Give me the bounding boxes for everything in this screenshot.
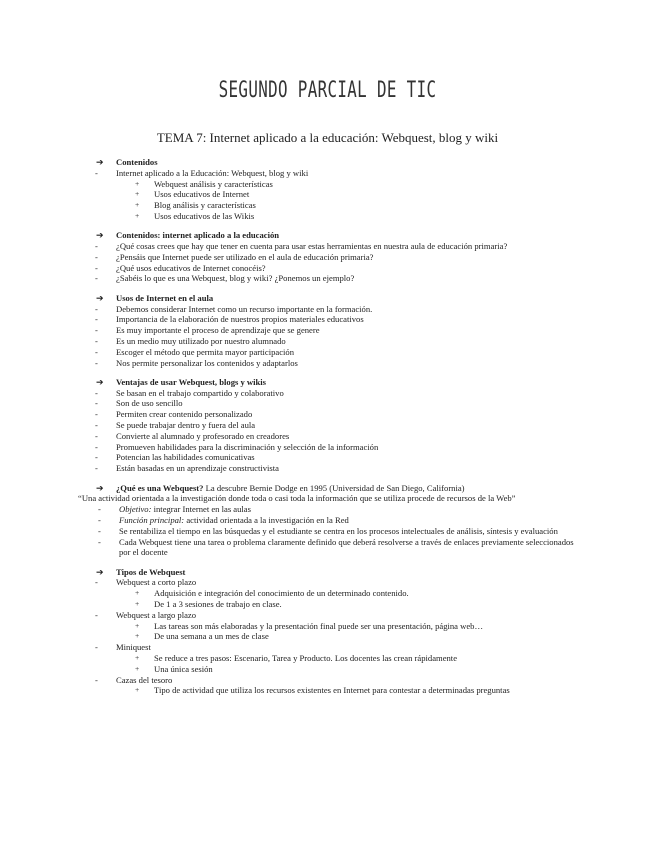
plus-bullet-icon: + <box>135 200 140 210</box>
list-item: Se puede trabajar dentro y fuera del aula <box>116 420 256 431</box>
list-item: ¿Sabéis lo que es una Webquest, blog y wiki? ¿Ponemos un ejemplo? <box>116 273 355 284</box>
list-item <box>78 504 578 515</box>
arrow-bullet-icon: ➔ <box>96 482 104 493</box>
item-text: Cada Webquest tiene una tarea o problema claramente definido que deberá resolverse a través de enlaces previamente seleccionados por el docente <box>119 536 574 558</box>
definition-quote: “Una actividad orientada a la investigación donde toda o casi toda la información que se utiliza procede de recursos de la Web” <box>78 493 516 504</box>
section-heading: Contenidos: internet aplicado a la educación <box>116 230 280 241</box>
list-item: Permiten crear contenido personalizado <box>116 409 253 420</box>
list-item: Convierte al alumnado y profesorado en creadores <box>116 430 290 441</box>
dash-bullet-icon: - <box>95 642 98 653</box>
section-heading: Tipos de Webquest <box>116 566 186 577</box>
sub-list-item: Blog análisis y características <box>154 200 256 211</box>
dash-bullet-icon: - <box>95 430 98 441</box>
document-body <box>78 157 578 696</box>
dash-bullet-icon: - <box>95 463 98 474</box>
section-heading: Ventajas de usar Webquest, blogs y wikis <box>116 376 267 387</box>
dash-bullet-icon: - <box>95 314 98 325</box>
sub-list-item: Adquisición e integración del conocimiento de un determinado contenido. <box>154 588 409 599</box>
section-heading <box>78 483 578 494</box>
plus-bullet-icon: + <box>135 685 140 695</box>
dash-bullet-icon: - <box>95 420 98 431</box>
list-item: Cazas del tesoro <box>116 674 173 685</box>
list-item: Potencian las habilidades comunicativas <box>116 452 255 463</box>
sub-list-item: Usos educativos de Internet <box>154 189 250 200</box>
dash-bullet-icon: - <box>95 241 98 252</box>
item-text: actividad orientada a la investigación en la Red <box>184 514 349 525</box>
dash-bullet-icon: - <box>98 525 101 536</box>
dash-bullet-icon: - <box>95 273 98 284</box>
section-webquest <box>78 483 578 559</box>
arrow-bullet-icon: ➔ <box>96 230 104 241</box>
plus-bullet-icon: + <box>135 631 140 641</box>
dash-bullet-icon: - <box>95 674 98 685</box>
plus-bullet-icon: + <box>135 189 140 199</box>
list-item: ¿Qué cosas crees que hay que tener en cuenta para usar estas herramientas en nuestra aula de educación primaria? <box>116 241 508 252</box>
list-item: Debemos considerar Internet como un recurso importante en la formación. <box>116 303 373 314</box>
sub-list-item: De 1 a 3 sesiones de trabajo en clase. <box>154 598 282 609</box>
plus-bullet-icon: + <box>135 210 140 220</box>
sub-list-item: Usos educativos de las Wikis <box>154 210 255 221</box>
section-heading-note: La descubre Bernie Dodge en 1995 (Universidad de San Diego, California) <box>203 482 465 493</box>
list-item: Importancia de la elaboración de nuestros propios materiales educativos <box>116 314 364 325</box>
dash-bullet-icon: - <box>95 357 98 368</box>
dash-bullet-icon: - <box>95 387 98 398</box>
list-item: Internet aplicado a la Educación: Webquest, blog y wiki <box>116 167 309 178</box>
arrow-bullet-icon: ➔ <box>96 376 104 387</box>
dash-bullet-icon: - <box>95 251 98 262</box>
plus-bullet-icon: + <box>135 588 140 598</box>
list-item: Escoger el método que permita mayor participación <box>116 346 295 357</box>
sub-list-item: Se reduce a tres pasos: Escenario, Tarea y Producto. Los docentes las crean rápidamente <box>154 652 458 663</box>
document-title: SEGUNDO PARCIAL DE TIC <box>218 78 437 103</box>
list-item: Son de uso sencillo <box>116 398 183 409</box>
list-item: Webquest a corto plazo <box>116 577 197 588</box>
sub-list-item: De una semana a un mes de clase <box>154 631 269 642</box>
list-item: ¿Qué usos educativos de Internet conocéis? <box>116 262 266 273</box>
section-tipos <box>78 567 578 697</box>
list-item: Es un medio muy utilizado por nuestro alumnado <box>116 335 286 346</box>
dash-bullet-icon: - <box>95 262 98 273</box>
dash-bullet-icon: - <box>95 577 98 588</box>
item-text: integrar Internet en las aulas <box>151 504 251 515</box>
sub-list-item: Tipo de actividad que utiliza los recursos existentes en Internet para contestar a determinadas preguntas <box>154 685 510 696</box>
list-item <box>78 537 578 559</box>
arrow-bullet-icon: ➔ <box>96 292 104 303</box>
list-item <box>78 515 578 526</box>
section-heading: Contenidos <box>116 157 158 167</box>
section-heading: Usos de Internet en el aula <box>116 292 214 303</box>
sub-list-item: Las tareas son más elaboradas y la presentación final puede ser una presentación, página web… <box>154 620 484 631</box>
section-ventajas <box>78 377 578 474</box>
plus-bullet-icon: + <box>135 620 140 630</box>
plus-bullet-icon: + <box>135 178 140 188</box>
list-item: Se basan en el trabajo compartido y colaborativo <box>116 387 284 398</box>
plus-bullet-icon: + <box>135 652 140 662</box>
dash-bullet-icon: - <box>95 167 98 178</box>
list-item: ¿Pensáis que Internet puede ser utilizado en el aula de educación primaria? <box>116 251 374 262</box>
list-item: Webquest a largo plazo <box>116 609 197 620</box>
list-item: Es muy importante el proceso de aprendizaje que se genere <box>116 325 320 336</box>
list-item: Miniquest <box>116 642 151 653</box>
item-label: Función principal: <box>119 514 185 525</box>
list-item: Nos permite personalizar los contenidos y adaptarlos <box>116 357 298 368</box>
dash-bullet-icon: - <box>95 609 98 620</box>
arrow-bullet-icon: ➔ <box>96 157 104 167</box>
sub-list-item: Webquest análisis y características <box>154 178 273 189</box>
item-label: Objetivo: <box>119 504 152 515</box>
dash-bullet-icon: - <box>95 452 98 463</box>
section-usos <box>78 293 578 369</box>
item-text: Se rentabiliza el tiempo en las búsquedas y el estudiante se centra en los procesos intelectuales de análisis, síntesis y evaluación <box>119 525 558 536</box>
section-contenidos-internet <box>78 230 578 284</box>
list-item: Promueven habilidades para la discriminación y selección de la información <box>116 441 379 452</box>
section-heading-label: ¿Qué es una Webquest? <box>116 482 204 493</box>
dash-bullet-icon: - <box>95 346 98 357</box>
dash-bullet-icon: - <box>95 409 98 420</box>
plus-bullet-icon: + <box>135 663 140 673</box>
dash-bullet-icon: - <box>95 325 98 336</box>
arrow-bullet-icon: ➔ <box>96 566 104 577</box>
dash-bullet-icon: - <box>95 335 98 346</box>
plus-bullet-icon: + <box>135 598 140 608</box>
section-contenidos <box>78 157 578 222</box>
list-item <box>78 526 578 537</box>
sub-list-item: Una única sesión <box>154 663 213 674</box>
document-subtitle: TEMA 7: Internet aplicado a la educación: Webquest, blog y wiki <box>156 130 499 145</box>
dash-bullet-icon: - <box>95 441 98 452</box>
dash-bullet-icon: - <box>98 514 101 525</box>
list-item: Están basadas en un aprendizaje constructivista <box>116 463 279 474</box>
dash-bullet-icon: - <box>95 398 98 409</box>
dash-bullet-icon: - <box>98 504 101 515</box>
dash-bullet-icon: - <box>98 536 101 547</box>
dash-bullet-icon: - <box>95 303 98 314</box>
